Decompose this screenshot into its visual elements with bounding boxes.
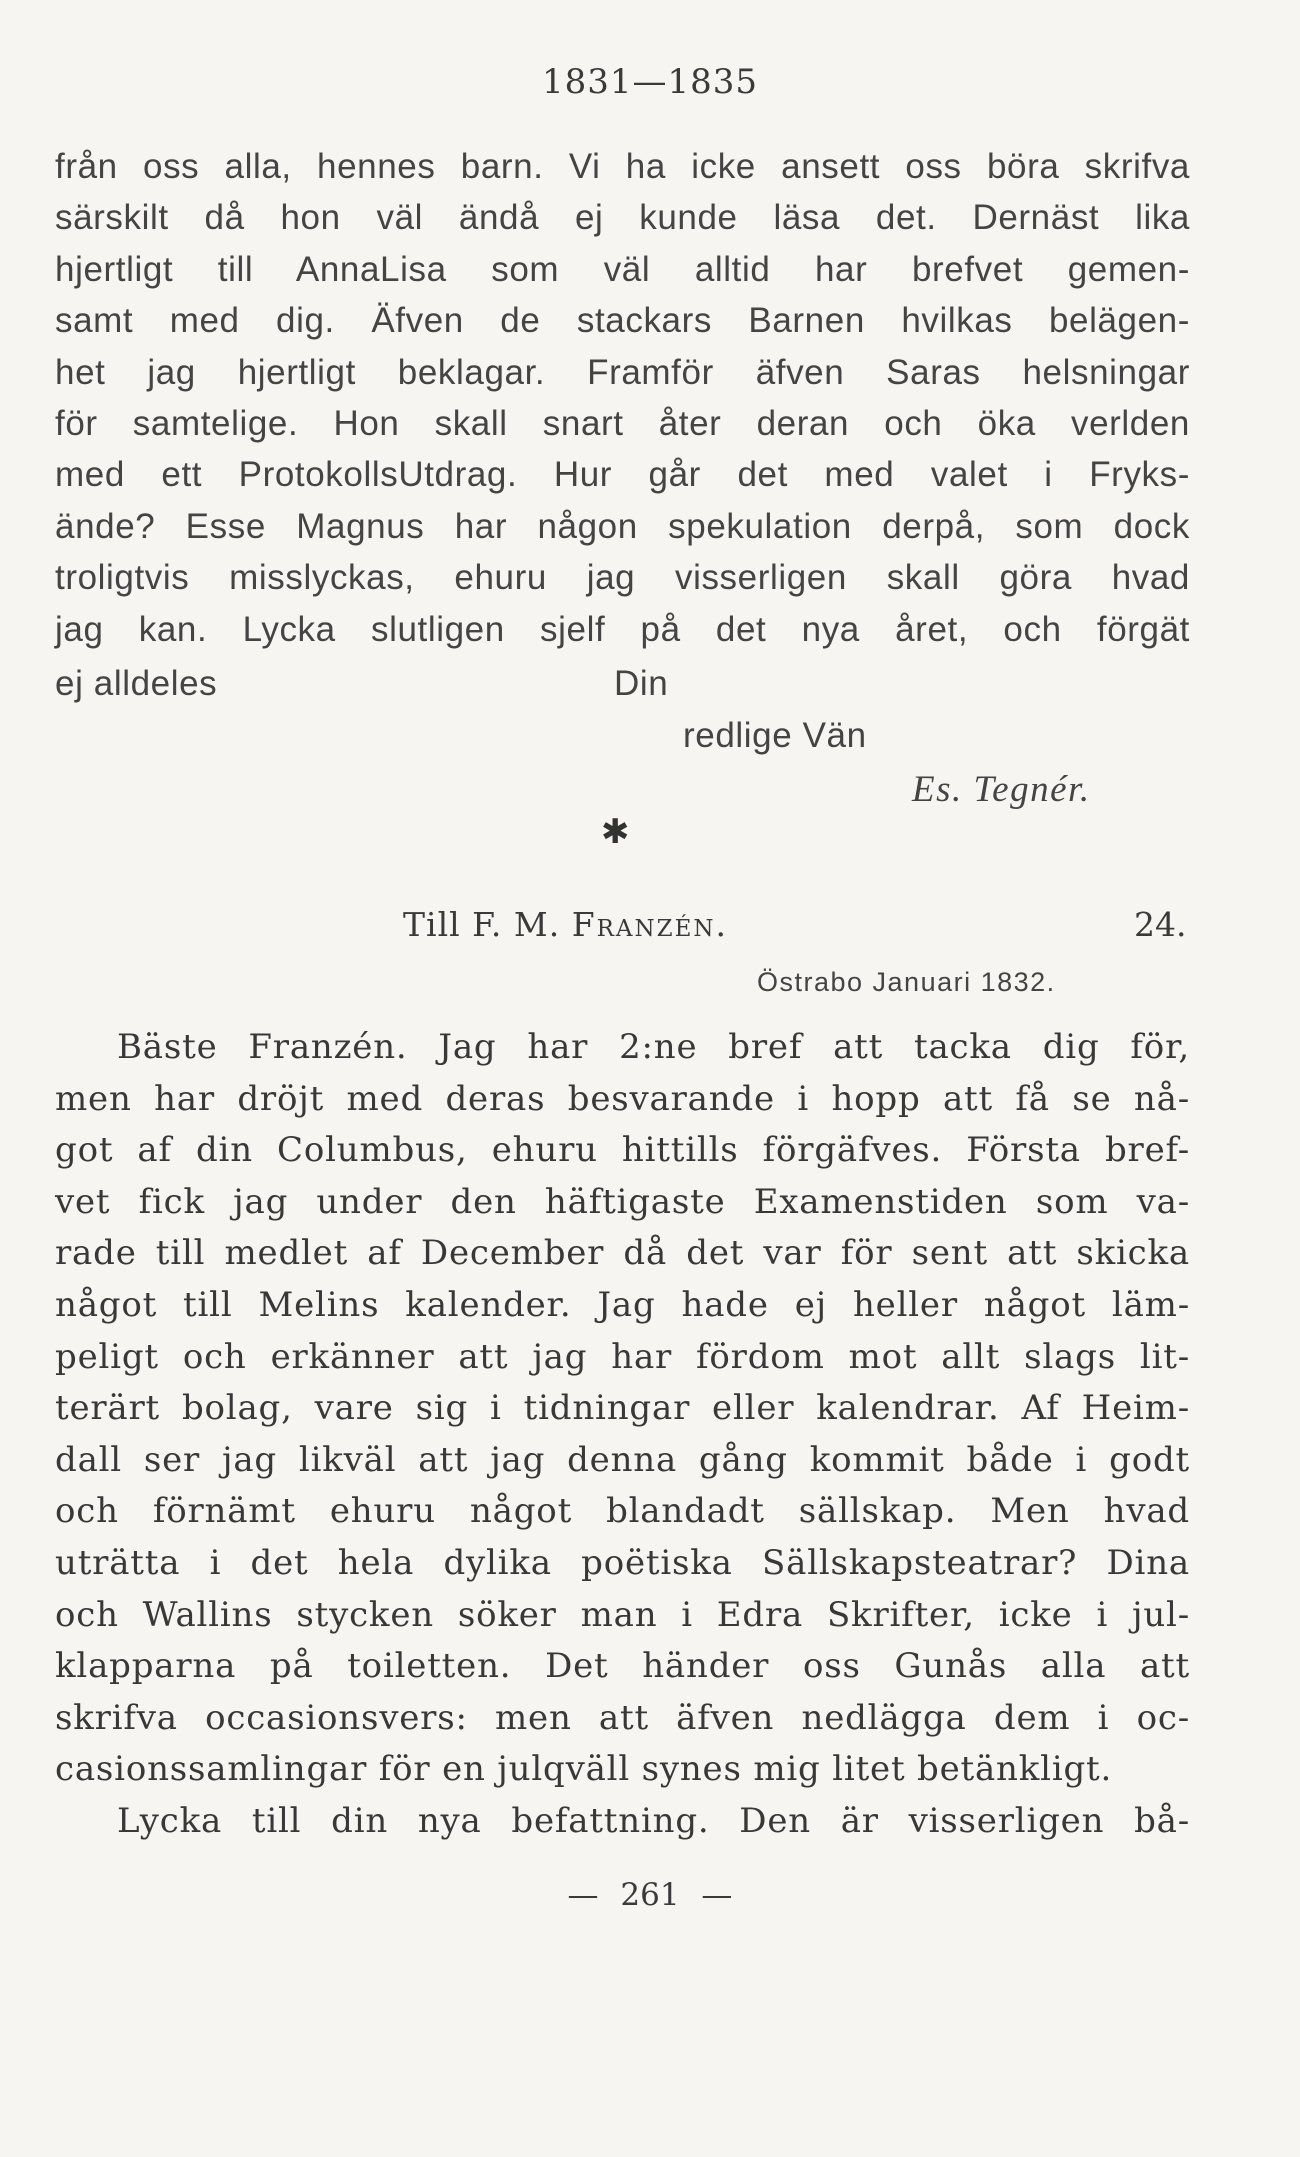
text-line: terärt bolag, vare sig i tidningar eller kalendrar. Af Heim- [55,1388,1190,1429]
heading-recipient: Franzén. [571,905,729,944]
heading-till: Till F. M. [403,905,561,944]
text-line: peligt och erkänner att jag har fördom mot allt slags lit- [55,1336,1190,1377]
text-line: och Wallins stycken söker man i Edra Skrifter, icke i jul- [55,1594,1190,1635]
text-line: het jag hjertligt beklagar. Framför äfven Saras helsningar [55,352,1190,392]
text-line: casionssamlingar för en julqväll synes mig litet betänkligt. [55,1749,1113,1790]
text-line: särskilt då hon väl ändå ej kunde läsa det. Dernäst lika [55,198,1190,238]
text-line: men har dröjt med deras besvarande i hopp att få se nå- [55,1078,1190,1119]
text-line: hjertligt till AnnaLisa som väl alltid har brefvet gemen- [55,249,1190,289]
text-line: för samtelige. Hon skall snart åter deran och öka verlden [55,404,1190,444]
text-line: dall ser jag likväl att jag denna gång kommit både i godt [55,1439,1190,1480]
text-line: skrifva occasionsvers: men att äfven nedlägga dem i oc- [55,1697,1190,1738]
text-line: jag kan. Lycka slutligen sjelf på det nya året, och förgät [55,609,1190,649]
closing-redlige-van: redlige Vän [683,716,867,755]
closing-line-start: ej alldeles [55,664,218,703]
text-line: vet fick jag under den häftigaste Examenstiden som va- [55,1181,1190,1222]
letter-number: 24. [1134,905,1187,944]
text-line: troligtvis misslyckas, ehuru jag visserligen skall göra hvad [55,558,1190,598]
text-line: got af din Columbus, ehuru hittills förgäfves. Första bref- [55,1130,1190,1171]
text-line: med ett ProtokollsUtdrag. Hur går det med valet i Fryks- [55,455,1190,495]
closing-din: Din [614,664,669,703]
letter-23-closing-paragraph [55,141,1190,655]
running-head: 1831—1835 [541,62,759,102]
text-line: ände? Esse Magnus har någon spekulation derpå, som dock [55,506,1190,546]
signature: Es. Tegnér. [912,769,1091,810]
letter-24-paragraph [55,1022,1190,1848]
letter-heading [403,905,728,944]
page-number: — 261 — [567,1877,733,1913]
text-line: samt med dig. Äfven de stackars Barnen hvilkas belägen- [55,301,1190,341]
text-line: Lycka till din nya befattning. Den är visserligen bå- [117,1800,1190,1841]
text-line: klapparna på toiletten. Det händer oss Gunås alla att [55,1646,1190,1687]
text-line: från oss alla, hennes barn. Vi ha icke ansett oss böra skrifva [55,147,1190,186]
text-line: uträtta i det hela dylika poëtiska Sällskapsteatrar? Dina [55,1542,1190,1583]
text-line: något till Melins kalender. Jag hade ej heller något läm- [55,1284,1190,1325]
text-line: och förnämt ehuru något blandadt sällskap. Men hvad [55,1491,1190,1532]
text-line: Bäste Franzén. Jag har 2:ne bref att tacka dig för, [117,1027,1190,1067]
dateline: Östrabo Januari 1832. [757,967,1056,997]
text-line: rade till medlet af December då det var för sent att skicka [55,1233,1190,1274]
separator-star: ✱ [601,812,630,852]
